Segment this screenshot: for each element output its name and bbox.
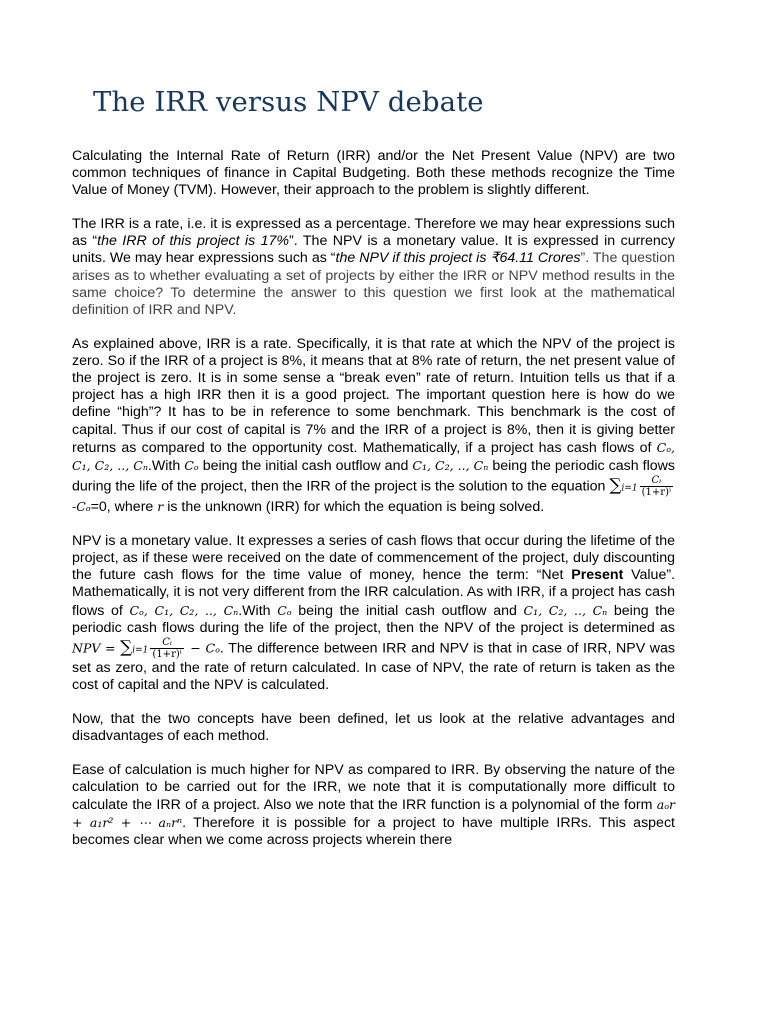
paragraph-intro: Calculating the Internal Rate of Return (IRR) and/or the Net Present Value (NPV) are two common techniques of finance in Capital Budgeting. Both these methods recognize the Time Value of Money (TVM). However, their approach to the problem is slightly different.: [72, 148, 675, 199]
math-r: r: [157, 499, 164, 515]
paragraph-irr-explained: [72, 336, 675, 517]
math-c0: Cₒ: [184, 458, 199, 474]
math-c0: Cₒ: [277, 602, 292, 618]
text-segment: ”. The NPV is a monetary value. It is expressed in currency units. We may hear expressions such as “: [72, 233, 675, 267]
text-segment: .With: [238, 602, 278, 619]
text-segment: being the periodic cash flows during the life of the project, then the NPV of the project is determined as: [72, 602, 675, 636]
text-segment: =0, where: [90, 499, 158, 516]
text-segment: ”. The question arises as to whether evaluating a set of projects by either the IRR or NPV method results in the same choice? To determine the answer to this question we first look at the mathematical definition of IRR and NPV.: [72, 250, 675, 319]
paragraph-ease-of-calculation: [72, 762, 675, 850]
math-npv-lhs: NPV =: [72, 640, 121, 656]
math-cashflows: Cₒ, C₁, C₂, .., Cₙ: [129, 602, 239, 618]
math-polynomial: aₒr + a₁r² + ⋯ aₙrⁿ: [72, 797, 675, 831]
document-body: [72, 148, 675, 866]
text-segment: is the unknown (IRR) for which the equation is being solved.: [163, 499, 545, 516]
text-segment: . The difference between IRR and NPV is that in case of IRR, NPV was set as zero, and the rate of return calculated. In case of NPV, the rate of return is taken as the cost of capital and the NPV is calculated.: [72, 640, 676, 694]
text-segment: being the initial cash outflow and: [198, 458, 413, 475]
math-fraction: [150, 637, 183, 660]
paragraph-transition: Now, that the two concepts have been defined, let us look at the relative advantages and disadvantages of each method.: [72, 710, 675, 745]
text-segment: As explained above, IRR is a rate. Specifically, it is that rate at which the NPV of the project is zero. So if the IRR of a project is 8%, it means that at 8% rate of return, the net present value of the project is zero. It is in some sense a “break even” rate of return. Intuition tells us that if a project has a high IRR then it is a good project. The important question here is how do we define “high”? It has to be in reference to some benchmark. This benchmark is the cost of capital. Thus if our cost of capital is 7% and the IRR of a project is 8%, then it is giving better returns as compared to the opportunity cost. Mathematically, if a project has cash flows of: [72, 335, 675, 456]
math-sum-limits: i=1: [621, 483, 638, 494]
math-numerator: Cᵢ: [640, 475, 673, 487]
math-denominator: (1+r)ⁱ: [152, 649, 182, 661]
text-segment: .With: [147, 458, 185, 475]
math-fraction: [640, 475, 673, 498]
math-cashflows: Cₒ, C₁, C₂, .., Cₙ: [72, 439, 675, 474]
paragraph-irr-npv-definition: [72, 216, 675, 319]
text-segment: . Therefore it is possible for a project to have multiple IRRs. This aspect becomes clear when we come across projects wherein there: [72, 815, 675, 849]
paragraph-npv-explained: [72, 533, 675, 695]
text-segment: being the periodic cash flows during the life of the project, then the IRR of the project is the solution to the equation: [72, 458, 675, 495]
text-segment: NPV is a monetary value. It expresses a series of cash flows that occur during the lifetime of the project, as if these were received on the date of commencement of the project, duly discounting the future cash flows for the time value of money, hence the term: “Net: [72, 532, 675, 584]
bold-present: Present: [571, 567, 624, 584]
text-segment: Ease of calculation is much higher for NPV as compared to IRR. By observing the nature of the calculation to be carried out for the IRR, we note that it is computationally more difficult to calculate the IRR of a project. Also we note that the IRR function is a polynomial of the form: [72, 761, 675, 814]
math-minus-c0: -Cₒ: [72, 499, 91, 515]
math-periodic: C₁, C₂, .., Cₙ: [523, 602, 608, 618]
math-sum-symbol: ∑: [609, 475, 622, 496]
math-sum-limits: i=1: [132, 645, 149, 656]
quote-npv: the NPV if this project is ₹64.11 Crores: [335, 250, 581, 267]
math-numerator: Cᵢ: [150, 637, 183, 649]
text-segment: being the initial cash outflow and: [291, 602, 524, 619]
math-denominator: (1+r)ⁱ: [641, 487, 671, 499]
page-title: The IRR versus NPV debate: [93, 86, 484, 118]
text-segment: The IRR is a rate, i.e. it is expressed as a percentage. Therefore we may hear expressions such as “: [72, 216, 675, 250]
math-sum-symbol: ∑: [120, 637, 133, 658]
math-npv-tail: − Cₒ: [185, 640, 220, 656]
math-periodic: C₁, C₂, .., Cₙ: [412, 458, 489, 474]
quote-irr: the IRR of this project is 17%: [97, 233, 290, 250]
text-segment: Value”. Mathematically, it is not very different from the IRR calculation. As with IRR, if a project has cash flows of: [72, 567, 676, 619]
